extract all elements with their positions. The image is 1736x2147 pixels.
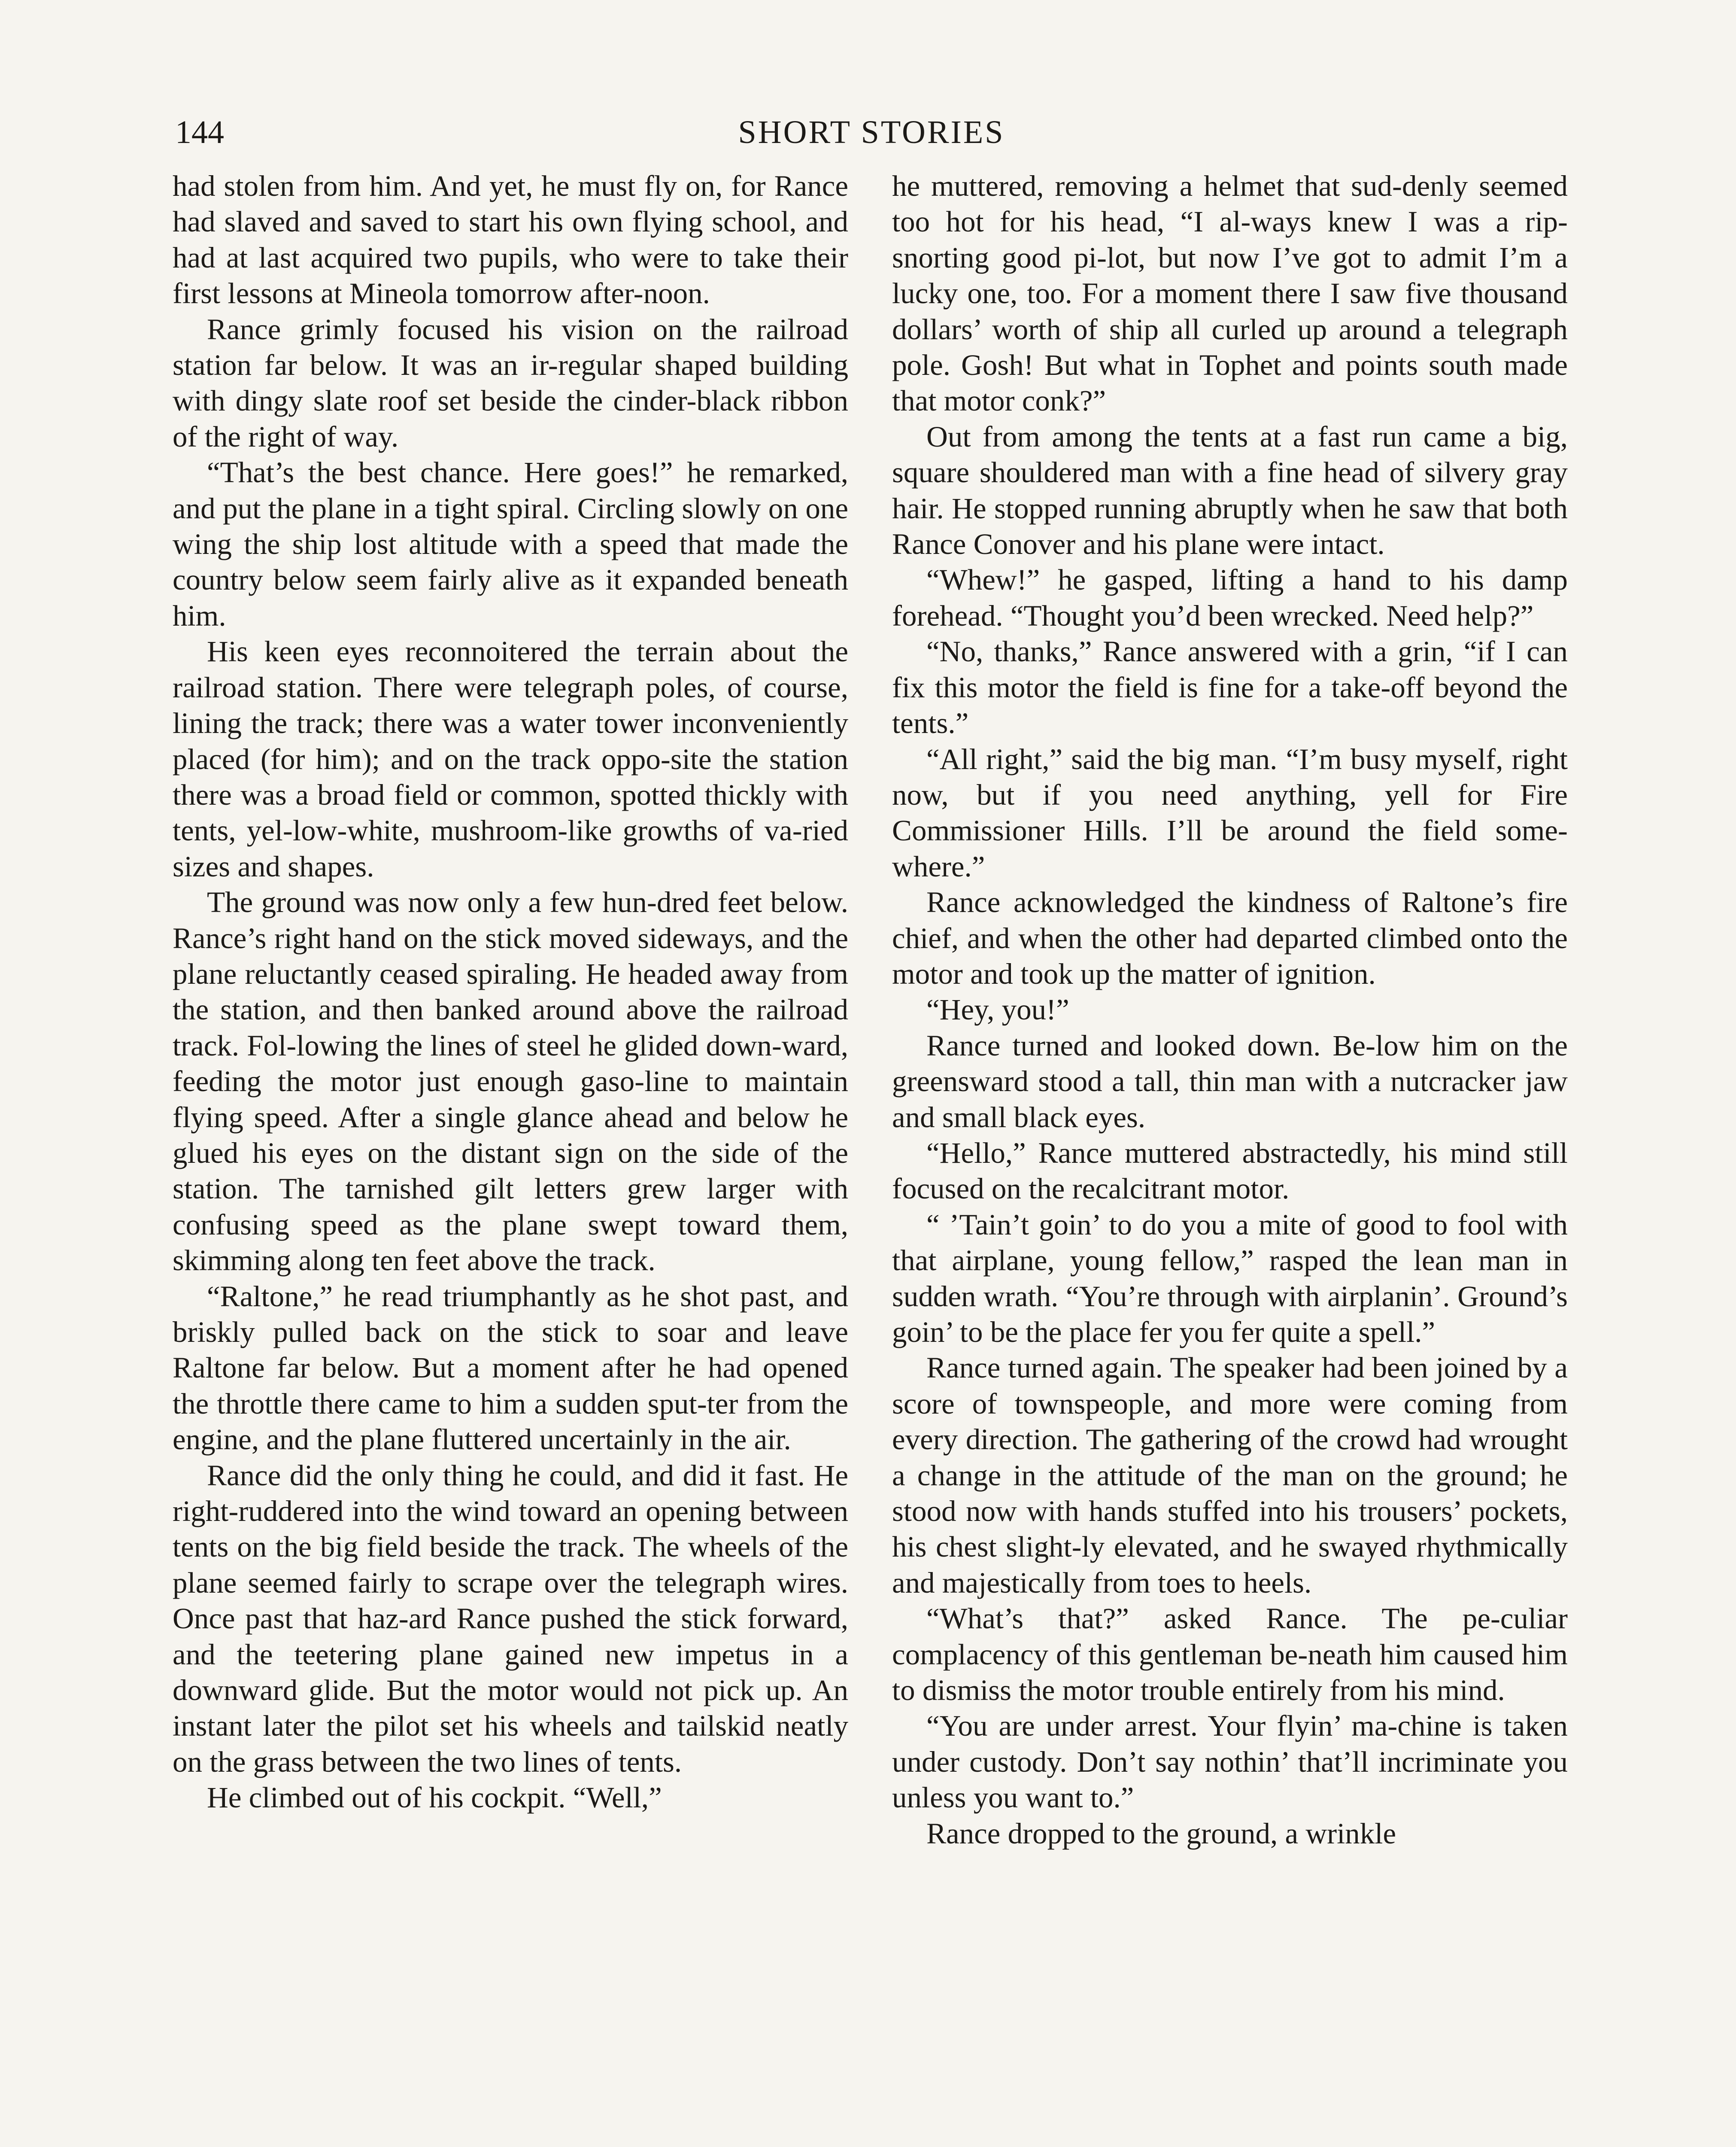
paragraph: “Hello,” Rance muttered abstractedly, his mind still focused on the recalcitrant motor. — [892, 1136, 1568, 1205]
paragraph: he muttered, removing a helmet that sud-denly seemed too hot for his head, “I al-ways knew I was a rip-snorting good pi-lot, but now I’ve got to admit I’m a lucky one, too. For a moment there I saw five thousand dollars’ worth of ship all curled up around a telegraph pole. Gosh! But what in Tophet and points south made that motor conk?” — [892, 170, 1568, 417]
page-header — [175, 111, 1568, 158]
paragraph: had stolen from him. And yet, he must fly on, for Rance had slaved and saved to start his own flying school, and had at last acquired two pupils, who were to take their first lessons at Mineola tomorrow after-noon. — [173, 170, 848, 310]
paragraph: Rance acknowledged the kindness of Raltone’s fire chief, and when the other had departed climbed onto the motor and took up the matter of ignition. — [892, 886, 1568, 990]
paragraph: “Hey, you!” — [926, 993, 1069, 1026]
paragraph: “ ’Tain’t goin’ to do you a mite of good to fool with that airplane, young fellow,” rasped the lean man in sudden wrath. “You’re through with airplanin’. Ground’s goin’ to be the place fer you fer quite a spell.” — [892, 1208, 1568, 1348]
paragraph: “Whew!” he gasped, lifting a hand to his damp forehead. “Thought you’d been wrecked. Need help?” — [892, 563, 1568, 632]
paragraph: “No, thanks,” Rance answered with a grin, “if I can fix this motor the field is fine for a take-off beyond the tents.” — [892, 635, 1568, 740]
paragraph: “All right,” said the big man. “I’m busy myself, right now, but if you need anything, yell for Fire Commissioner Hills. I’ll be around the field some-where.” — [892, 742, 1568, 883]
paragraph: “Raltone,” he read triumphantly as he shot past, and briskly pulled back on the stick to soar and leave Raltone far below. But a moment after he had opened the throttle there came to him a sudden sput-ter from the engine, and the plane fluttered uncertainly in the air. — [173, 1280, 848, 1456]
paragraph: “That’s the best chance. Here goes!” he remarked, and put the plane in a tight spiral. Circling slowly on one wing the ship lost altitude with a speed that made the country below seem fairly alive as it expanded beneath him. — [173, 456, 848, 632]
paragraph: His keen eyes reconnoitered the terrain about the railroad station. There were telegraph poles, of course, lining the track; there was a water tower inconveniently placed (for him); and on the track oppo-site the station there was a broad field or common, spotted thickly with tents, yel-low-white, mushroom-like growths of va-ried sizes and shapes. — [173, 635, 848, 883]
paragraph: Out from among the tents at a fast run came a big, square shouldered man with a fine head of silvery gray hair. He stopped running abruptly when he saw that both Rance Conover and his plane were intact. — [892, 420, 1568, 561]
paragraph: “You are under arrest. Your flyin’ ma-chine is taken under custody. Don’t say nothin’ that’ll incriminate you unless you want to.” — [892, 1709, 1568, 1814]
right-column — [892, 168, 1568, 1852]
paragraph: The ground was now only a few hun-dred feet below. Rance’s right hand on the stick moved sideways, and the plane reluctantly ceased spiraling. He headed away from the station, and then banked around above the railroad track. Fol-lowing the lines of steel he glided down-ward, feeding the motor just enough gaso-line to maintain flying speed. After a single glance ahead and below he glued his eyes on the distant sign on the side of the station. The tarnished gilt letters grew larger with confusing speed as the plane swept toward them, skimming along ten feet above the track. — [173, 886, 848, 1277]
page-number: 144 — [175, 114, 224, 150]
paragraph: Rance grimly focused his vision on the railroad station far below. It was an ir-regular shaped building with dingy slate roof set beside the cinder-black ribbon of the right of way. — [173, 313, 848, 453]
paragraph: He climbed out of his cockpit. “Well,” — [207, 1781, 662, 1814]
left-column — [173, 168, 848, 1816]
paragraph: Rance turned again. The speaker had been joined by a score of townspeople, and more were coming from every direction. The gathering of the crowd had wrought a change in the attitude of the man on the ground; he stood now with hands stuffed into his trousers’ pockets, his chest slight-ly elevated, and he swayed rhythmically and majestically from toes to heels. — [892, 1351, 1568, 1599]
paragraph: Rance did the only thing he could, and did it fast. He right-ruddered into the wind toward an opening between tents on the big field beside the track. The wheels of the plane seemed fairly to scrape over the telegraph wires. Once past that haz-ard Rance pushed the stick forward, and the teetering plane gained new impetus in a downward glide. But the motor would not pick up. An instant later the pilot set his wheels and tailskid neatly on the grass between the two lines of tents. — [173, 1459, 848, 1778]
paragraph: “What’s that?” asked Rance. The pe-culiar complacency of this gentleman be-neath him caused him to dismiss the motor trouble entirely from his mind. — [892, 1602, 1568, 1707]
paragraph: Rance dropped to the ground, a wrinkle — [926, 1817, 1396, 1850]
running-title: SHORT STORIES — [738, 114, 1005, 150]
paragraph: Rance turned and looked down. Be-low him on the greensward stood a tall, thin man with a nutcracker jaw and small black eyes. — [892, 1029, 1568, 1134]
